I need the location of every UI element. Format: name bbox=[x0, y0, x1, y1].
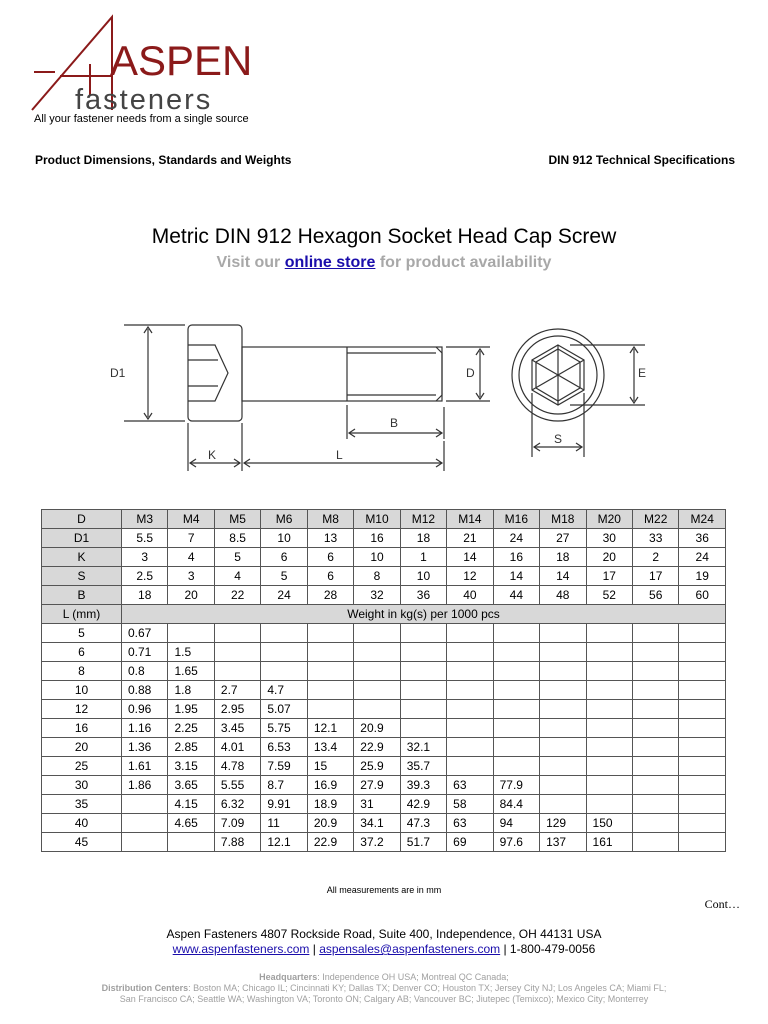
weight-cell: 22.9 bbox=[307, 833, 353, 852]
dimension-row bbox=[42, 586, 726, 605]
subtitle-post: for product availability bbox=[375, 254, 552, 271]
weight-row bbox=[42, 643, 726, 662]
weight-cell bbox=[447, 681, 493, 700]
weight-cell: 13.4 bbox=[307, 738, 353, 757]
weight-cell bbox=[493, 719, 539, 738]
label-d: D bbox=[466, 366, 475, 380]
weight-cell: 69 bbox=[447, 833, 493, 852]
weight-cell bbox=[447, 662, 493, 681]
online-store-link[interactable]: online store bbox=[284, 254, 376, 271]
footer-links bbox=[0, 942, 768, 956]
weight-cell bbox=[679, 833, 726, 852]
weight-cell bbox=[679, 700, 726, 719]
weight-cell: 94 bbox=[493, 814, 539, 833]
size-header-cell: M22 bbox=[632, 510, 678, 529]
size-header-cell: M14 bbox=[447, 510, 493, 529]
weight-cell bbox=[307, 643, 353, 662]
table-cell: 17 bbox=[586, 567, 632, 586]
continued-label: Cont… bbox=[704, 897, 740, 911]
label-l: L bbox=[336, 448, 343, 462]
weight-cell: 20.9 bbox=[307, 814, 353, 833]
weight-cell bbox=[493, 643, 539, 662]
weight-cell bbox=[447, 738, 493, 757]
table-cell: 3 bbox=[122, 548, 168, 567]
weight-cell bbox=[354, 700, 400, 719]
weight-cell bbox=[679, 662, 726, 681]
weight-cell bbox=[447, 719, 493, 738]
weight-cell: 4.78 bbox=[214, 757, 260, 776]
weight-cell bbox=[540, 795, 586, 814]
weight-cell: 63 bbox=[447, 814, 493, 833]
weight-cell bbox=[679, 738, 726, 757]
size-header-cell: M3 bbox=[122, 510, 168, 529]
size-header-cell: M5 bbox=[214, 510, 260, 529]
weight-cell bbox=[632, 757, 678, 776]
weight-cell bbox=[679, 681, 726, 700]
weight-cell bbox=[307, 624, 353, 643]
dist-label: Distribution Centers bbox=[101, 983, 189, 993]
row-label: K bbox=[42, 548, 122, 567]
weight-cell bbox=[679, 795, 726, 814]
length-cell: 30 bbox=[42, 776, 122, 795]
row-label: B bbox=[42, 586, 122, 605]
weight-cell: 137 bbox=[540, 833, 586, 852]
tagline: All your fastener needs from a single source bbox=[34, 113, 249, 125]
table-cell: 56 bbox=[632, 586, 678, 605]
weight-cell: 1.61 bbox=[122, 757, 168, 776]
table-cell: 60 bbox=[679, 586, 726, 605]
dimension-row bbox=[42, 567, 726, 586]
weight-cell: 2.25 bbox=[168, 719, 214, 738]
size-header-cell: M6 bbox=[261, 510, 307, 529]
weight-cell: 4.15 bbox=[168, 795, 214, 814]
header-right: DIN 912 Technical Specifications bbox=[548, 153, 735, 167]
weight-cell: 16.9 bbox=[307, 776, 353, 795]
weight-cell bbox=[586, 776, 632, 795]
weight-caption-row bbox=[42, 605, 726, 624]
table-cell: 12 bbox=[447, 567, 493, 586]
label-s: S bbox=[554, 432, 563, 446]
length-cell: 35 bbox=[42, 795, 122, 814]
weight-cell: 4.7 bbox=[261, 681, 307, 700]
weight-cell bbox=[122, 814, 168, 833]
weight-cell: 9.91 bbox=[261, 795, 307, 814]
weight-cell bbox=[632, 624, 678, 643]
weight-cell bbox=[586, 643, 632, 662]
table-cell: 4 bbox=[214, 567, 260, 586]
weight-row bbox=[42, 681, 726, 700]
weight-cell: 32.1 bbox=[400, 738, 446, 757]
weight-cell: 3.15 bbox=[168, 757, 214, 776]
weight-cell: 2.85 bbox=[168, 738, 214, 757]
weight-cell bbox=[493, 681, 539, 700]
weight-cell: 7.09 bbox=[214, 814, 260, 833]
weight-cell: 1.16 bbox=[122, 719, 168, 738]
weight-cell bbox=[307, 681, 353, 700]
header-left: Product Dimensions, Standards and Weights bbox=[35, 153, 292, 167]
weight-cell: 1.8 bbox=[168, 681, 214, 700]
table-cell: 10 bbox=[354, 548, 400, 567]
spec-table bbox=[41, 509, 726, 852]
table-cell: 28 bbox=[307, 586, 353, 605]
length-cell: 40 bbox=[42, 814, 122, 833]
weight-cell: 18.9 bbox=[307, 795, 353, 814]
table-cell: 19 bbox=[679, 567, 726, 586]
weight-cell bbox=[400, 662, 446, 681]
weight-cell bbox=[679, 719, 726, 738]
weight-cell bbox=[632, 833, 678, 852]
weight-cell bbox=[586, 795, 632, 814]
label-b: B bbox=[390, 416, 399, 430]
weight-cell bbox=[493, 757, 539, 776]
weight-cell bbox=[354, 624, 400, 643]
weight-row bbox=[42, 738, 726, 757]
weight-cell bbox=[632, 700, 678, 719]
table-cell: 16 bbox=[354, 529, 400, 548]
weight-cell: 97.6 bbox=[493, 833, 539, 852]
table-cell: 13 bbox=[307, 529, 353, 548]
dimension-row bbox=[42, 548, 726, 567]
table-cell: 22 bbox=[214, 586, 260, 605]
weight-cell bbox=[679, 643, 726, 662]
weight-cell bbox=[632, 662, 678, 681]
weight-cell bbox=[307, 700, 353, 719]
distribution-line bbox=[0, 983, 768, 993]
weight-cell bbox=[122, 833, 168, 852]
size-header-cell: M10 bbox=[354, 510, 400, 529]
weight-cell bbox=[400, 643, 446, 662]
weight-cell bbox=[679, 814, 726, 833]
weight-cell bbox=[493, 700, 539, 719]
table-cell: 18 bbox=[540, 548, 586, 567]
weight-cell bbox=[632, 814, 678, 833]
weight-cell: 42.9 bbox=[400, 795, 446, 814]
header-cell: D bbox=[42, 510, 122, 529]
dist-text: : Boston MA; Chicago IL; Cincinnati KY; Dallas TX; Denver CO; Houston TX; Jersey City NJ; Los Angeles CA; Miami FL; bbox=[188, 983, 667, 993]
weight-cell bbox=[586, 662, 632, 681]
headquarters-line bbox=[0, 972, 768, 982]
table-cell: 17 bbox=[632, 567, 678, 586]
table-cell: 10 bbox=[400, 567, 446, 586]
table-header-row bbox=[42, 510, 726, 529]
weight-cell bbox=[307, 662, 353, 681]
label-e: E bbox=[638, 366, 647, 380]
weight-cell: 47.3 bbox=[400, 814, 446, 833]
weight-cell bbox=[400, 624, 446, 643]
weight-cell: 1.5 bbox=[168, 643, 214, 662]
weight-cell bbox=[586, 700, 632, 719]
length-cell: 45 bbox=[42, 833, 122, 852]
table-cell: 36 bbox=[679, 529, 726, 548]
weight-cell: 6.32 bbox=[214, 795, 260, 814]
length-cell: 10 bbox=[42, 681, 122, 700]
page-title: Metric DIN 912 Hexagon Socket Head Cap Screw bbox=[151, 225, 617, 248]
size-header-cell: M16 bbox=[493, 510, 539, 529]
table-cell: 4 bbox=[168, 548, 214, 567]
weight-cell bbox=[632, 681, 678, 700]
weight-cell bbox=[214, 643, 260, 662]
email-link[interactable]: aspensales@aspenfasteners.com bbox=[319, 942, 501, 956]
weight-cell bbox=[400, 681, 446, 700]
weight-cell bbox=[586, 681, 632, 700]
weight-row bbox=[42, 776, 726, 795]
distribution-line-2: San Francisco CA; Seattle WA; Washington VA; Toronto ON; Calgary AB; Vancouver BC; Jiutepec (Temixco); Mexico City; Monterrey bbox=[119, 994, 649, 1004]
footer-phone: | 1-800-479-0056 bbox=[500, 942, 596, 956]
label-d1: D1 bbox=[110, 366, 126, 380]
weight-cell bbox=[354, 681, 400, 700]
logo-subtext: fasteners bbox=[75, 84, 213, 114]
weight-cell: 0.96 bbox=[122, 700, 168, 719]
weight-cell bbox=[586, 624, 632, 643]
weight-cell bbox=[447, 643, 493, 662]
size-header-cell: M20 bbox=[586, 510, 632, 529]
weight-row bbox=[42, 700, 726, 719]
logo-text: ASPEN bbox=[110, 37, 253, 84]
weight-cell bbox=[354, 643, 400, 662]
weight-cell: 2.7 bbox=[214, 681, 260, 700]
table-cell: 1 bbox=[400, 548, 446, 567]
weight-cell bbox=[540, 681, 586, 700]
weight-cell bbox=[493, 624, 539, 643]
table-cell: 44 bbox=[493, 586, 539, 605]
weight-cell: 84.4 bbox=[493, 795, 539, 814]
size-header-cell: M8 bbox=[307, 510, 353, 529]
table-cell: 6 bbox=[307, 567, 353, 586]
weight-row bbox=[42, 719, 726, 738]
weight-cell bbox=[214, 662, 260, 681]
aspen-logo bbox=[30, 14, 260, 114]
weight-cell: 5.75 bbox=[261, 719, 307, 738]
weight-cell: 5.55 bbox=[214, 776, 260, 795]
weight-cell bbox=[214, 624, 260, 643]
hq-text: : Independence OH USA; Montreal QC Canada; bbox=[317, 972, 509, 982]
table-cell: 14 bbox=[540, 567, 586, 586]
weight-cell: 8.7 bbox=[261, 776, 307, 795]
row-label: D1 bbox=[42, 529, 122, 548]
measurement-note: All measurements are in mm bbox=[326, 885, 442, 895]
weight-cell bbox=[540, 776, 586, 795]
weight-cell: 12.1 bbox=[261, 833, 307, 852]
weight-cell: 2.95 bbox=[214, 700, 260, 719]
weight-cell: 7.88 bbox=[214, 833, 260, 852]
hq-label: Headquarters bbox=[259, 972, 318, 982]
table-cell: 24 bbox=[493, 529, 539, 548]
weight-cell: 15 bbox=[307, 757, 353, 776]
table-cell: 18 bbox=[122, 586, 168, 605]
weight-cell: 1.95 bbox=[168, 700, 214, 719]
table-cell: 2.5 bbox=[122, 567, 168, 586]
table-cell: 10 bbox=[261, 529, 307, 548]
table-cell: 5 bbox=[261, 567, 307, 586]
weight-cell: 31 bbox=[354, 795, 400, 814]
weight-cell: 25.9 bbox=[354, 757, 400, 776]
table-cell: 52 bbox=[586, 586, 632, 605]
table-cell: 24 bbox=[679, 548, 726, 567]
table-cell: 24 bbox=[261, 586, 307, 605]
weight-cell bbox=[540, 757, 586, 776]
table-cell: 3 bbox=[168, 567, 214, 586]
length-cell: 25 bbox=[42, 757, 122, 776]
weight-cell: 1.65 bbox=[168, 662, 214, 681]
table-cell: 14 bbox=[493, 567, 539, 586]
table-cell: 5.5 bbox=[122, 529, 168, 548]
weight-cell bbox=[540, 624, 586, 643]
weight-cell: 11 bbox=[261, 814, 307, 833]
weight-cell: 3.65 bbox=[168, 776, 214, 795]
weight-cell bbox=[400, 700, 446, 719]
weight-row bbox=[42, 624, 726, 643]
weight-row bbox=[42, 757, 726, 776]
weight-row bbox=[42, 833, 726, 852]
weight-cell bbox=[632, 643, 678, 662]
table-cell: 40 bbox=[447, 586, 493, 605]
weight-cell: 51.7 bbox=[400, 833, 446, 852]
weight-cell bbox=[122, 795, 168, 814]
table-cell: 21 bbox=[447, 529, 493, 548]
size-header-cell: M4 bbox=[168, 510, 214, 529]
weight-cell bbox=[354, 662, 400, 681]
weight-cell: 7.59 bbox=[261, 757, 307, 776]
weight-cell: 58 bbox=[447, 795, 493, 814]
table-cell: 6 bbox=[261, 548, 307, 567]
weight-cell: 34.1 bbox=[354, 814, 400, 833]
weight-cell: 39.3 bbox=[400, 776, 446, 795]
weight-cell bbox=[632, 776, 678, 795]
table-cell: 6 bbox=[307, 548, 353, 567]
table-cell: 2 bbox=[632, 548, 678, 567]
size-header-cell: M24 bbox=[679, 510, 726, 529]
weight-cell: 27.9 bbox=[354, 776, 400, 795]
weight-cell: 5.07 bbox=[261, 700, 307, 719]
weight-cell: 0.88 bbox=[122, 681, 168, 700]
footer-address: Aspen Fasteners 4807 Rockside Road, Suite 400, Independence, OH 44131 USA bbox=[166, 927, 602, 941]
table-cell: 33 bbox=[632, 529, 678, 548]
table-cell: 14 bbox=[447, 548, 493, 567]
footer-separator: | bbox=[309, 942, 320, 956]
weight-cell: 6.53 bbox=[261, 738, 307, 757]
weight-cell: 20.9 bbox=[354, 719, 400, 738]
weight-cell: 4.65 bbox=[168, 814, 214, 833]
weight-cell bbox=[540, 662, 586, 681]
length-cell: 12 bbox=[42, 700, 122, 719]
weight-cell bbox=[632, 795, 678, 814]
weight-row bbox=[42, 814, 726, 833]
weight-cell bbox=[168, 624, 214, 643]
weight-cell: 63 bbox=[447, 776, 493, 795]
weight-cell: 12.1 bbox=[307, 719, 353, 738]
length-cell: 8 bbox=[42, 662, 122, 681]
length-cell: 5 bbox=[42, 624, 122, 643]
website-link[interactable]: www.aspenfasteners.com bbox=[172, 942, 310, 956]
screw-diagram bbox=[110, 315, 670, 475]
weight-cell: 22.9 bbox=[354, 738, 400, 757]
weight-cell: 3.45 bbox=[214, 719, 260, 738]
weight-cell: 0.71 bbox=[122, 643, 168, 662]
table-cell: 20 bbox=[168, 586, 214, 605]
weight-row bbox=[42, 795, 726, 814]
weight-cell bbox=[493, 738, 539, 757]
weight-cell bbox=[261, 643, 307, 662]
weight-row bbox=[42, 662, 726, 681]
weight-cell bbox=[540, 738, 586, 757]
weight-cell bbox=[586, 757, 632, 776]
weight-cell: 77.9 bbox=[493, 776, 539, 795]
table-cell: 30 bbox=[586, 529, 632, 548]
table-cell: 8 bbox=[354, 567, 400, 586]
row-label: S bbox=[42, 567, 122, 586]
weight-cell: 35.7 bbox=[400, 757, 446, 776]
length-cell: 16 bbox=[42, 719, 122, 738]
length-cell: 6 bbox=[42, 643, 122, 662]
weight-cell bbox=[679, 757, 726, 776]
table-cell: 36 bbox=[400, 586, 446, 605]
table-cell: 16 bbox=[493, 548, 539, 567]
weight-cell: 4.01 bbox=[214, 738, 260, 757]
weight-cell: 129 bbox=[540, 814, 586, 833]
weight-cell: 1.36 bbox=[122, 738, 168, 757]
subtitle-pre: Visit our bbox=[216, 254, 285, 271]
table-cell: 7 bbox=[168, 529, 214, 548]
weight-cell bbox=[447, 757, 493, 776]
weight-cell bbox=[540, 700, 586, 719]
weight-cell: 0.8 bbox=[122, 662, 168, 681]
weight-cell bbox=[493, 662, 539, 681]
size-header-cell: M12 bbox=[400, 510, 446, 529]
weight-cell bbox=[586, 719, 632, 738]
weight-cell bbox=[447, 700, 493, 719]
label-k: K bbox=[208, 448, 217, 462]
table-cell: 8.5 bbox=[214, 529, 260, 548]
weight-cell bbox=[400, 719, 446, 738]
table-cell: 32 bbox=[354, 586, 400, 605]
table-cell: 20 bbox=[586, 548, 632, 567]
weight-caption: Weight in kg(s) per 1000 pcs bbox=[122, 605, 726, 624]
size-header-cell: M18 bbox=[540, 510, 586, 529]
row-label: L (mm) bbox=[42, 605, 122, 624]
subtitle bbox=[0, 254, 768, 272]
weight-cell bbox=[447, 624, 493, 643]
weight-cell: 37.2 bbox=[354, 833, 400, 852]
length-cell: 20 bbox=[42, 738, 122, 757]
table-cell: 48 bbox=[540, 586, 586, 605]
table-cell: 18 bbox=[400, 529, 446, 548]
weight-cell bbox=[261, 662, 307, 681]
weight-cell bbox=[168, 833, 214, 852]
weight-cell: 150 bbox=[586, 814, 632, 833]
weight-cell bbox=[679, 624, 726, 643]
weight-cell bbox=[540, 643, 586, 662]
weight-cell bbox=[540, 719, 586, 738]
weight-cell bbox=[586, 738, 632, 757]
weight-cell bbox=[261, 624, 307, 643]
dimension-row bbox=[42, 529, 726, 548]
weight-cell: 1.86 bbox=[122, 776, 168, 795]
table-cell: 27 bbox=[540, 529, 586, 548]
weight-cell bbox=[679, 776, 726, 795]
weight-cell bbox=[632, 719, 678, 738]
weight-cell: 0.67 bbox=[122, 624, 168, 643]
table-cell: 5 bbox=[214, 548, 260, 567]
weight-cell: 161 bbox=[586, 833, 632, 852]
weight-cell bbox=[632, 738, 678, 757]
